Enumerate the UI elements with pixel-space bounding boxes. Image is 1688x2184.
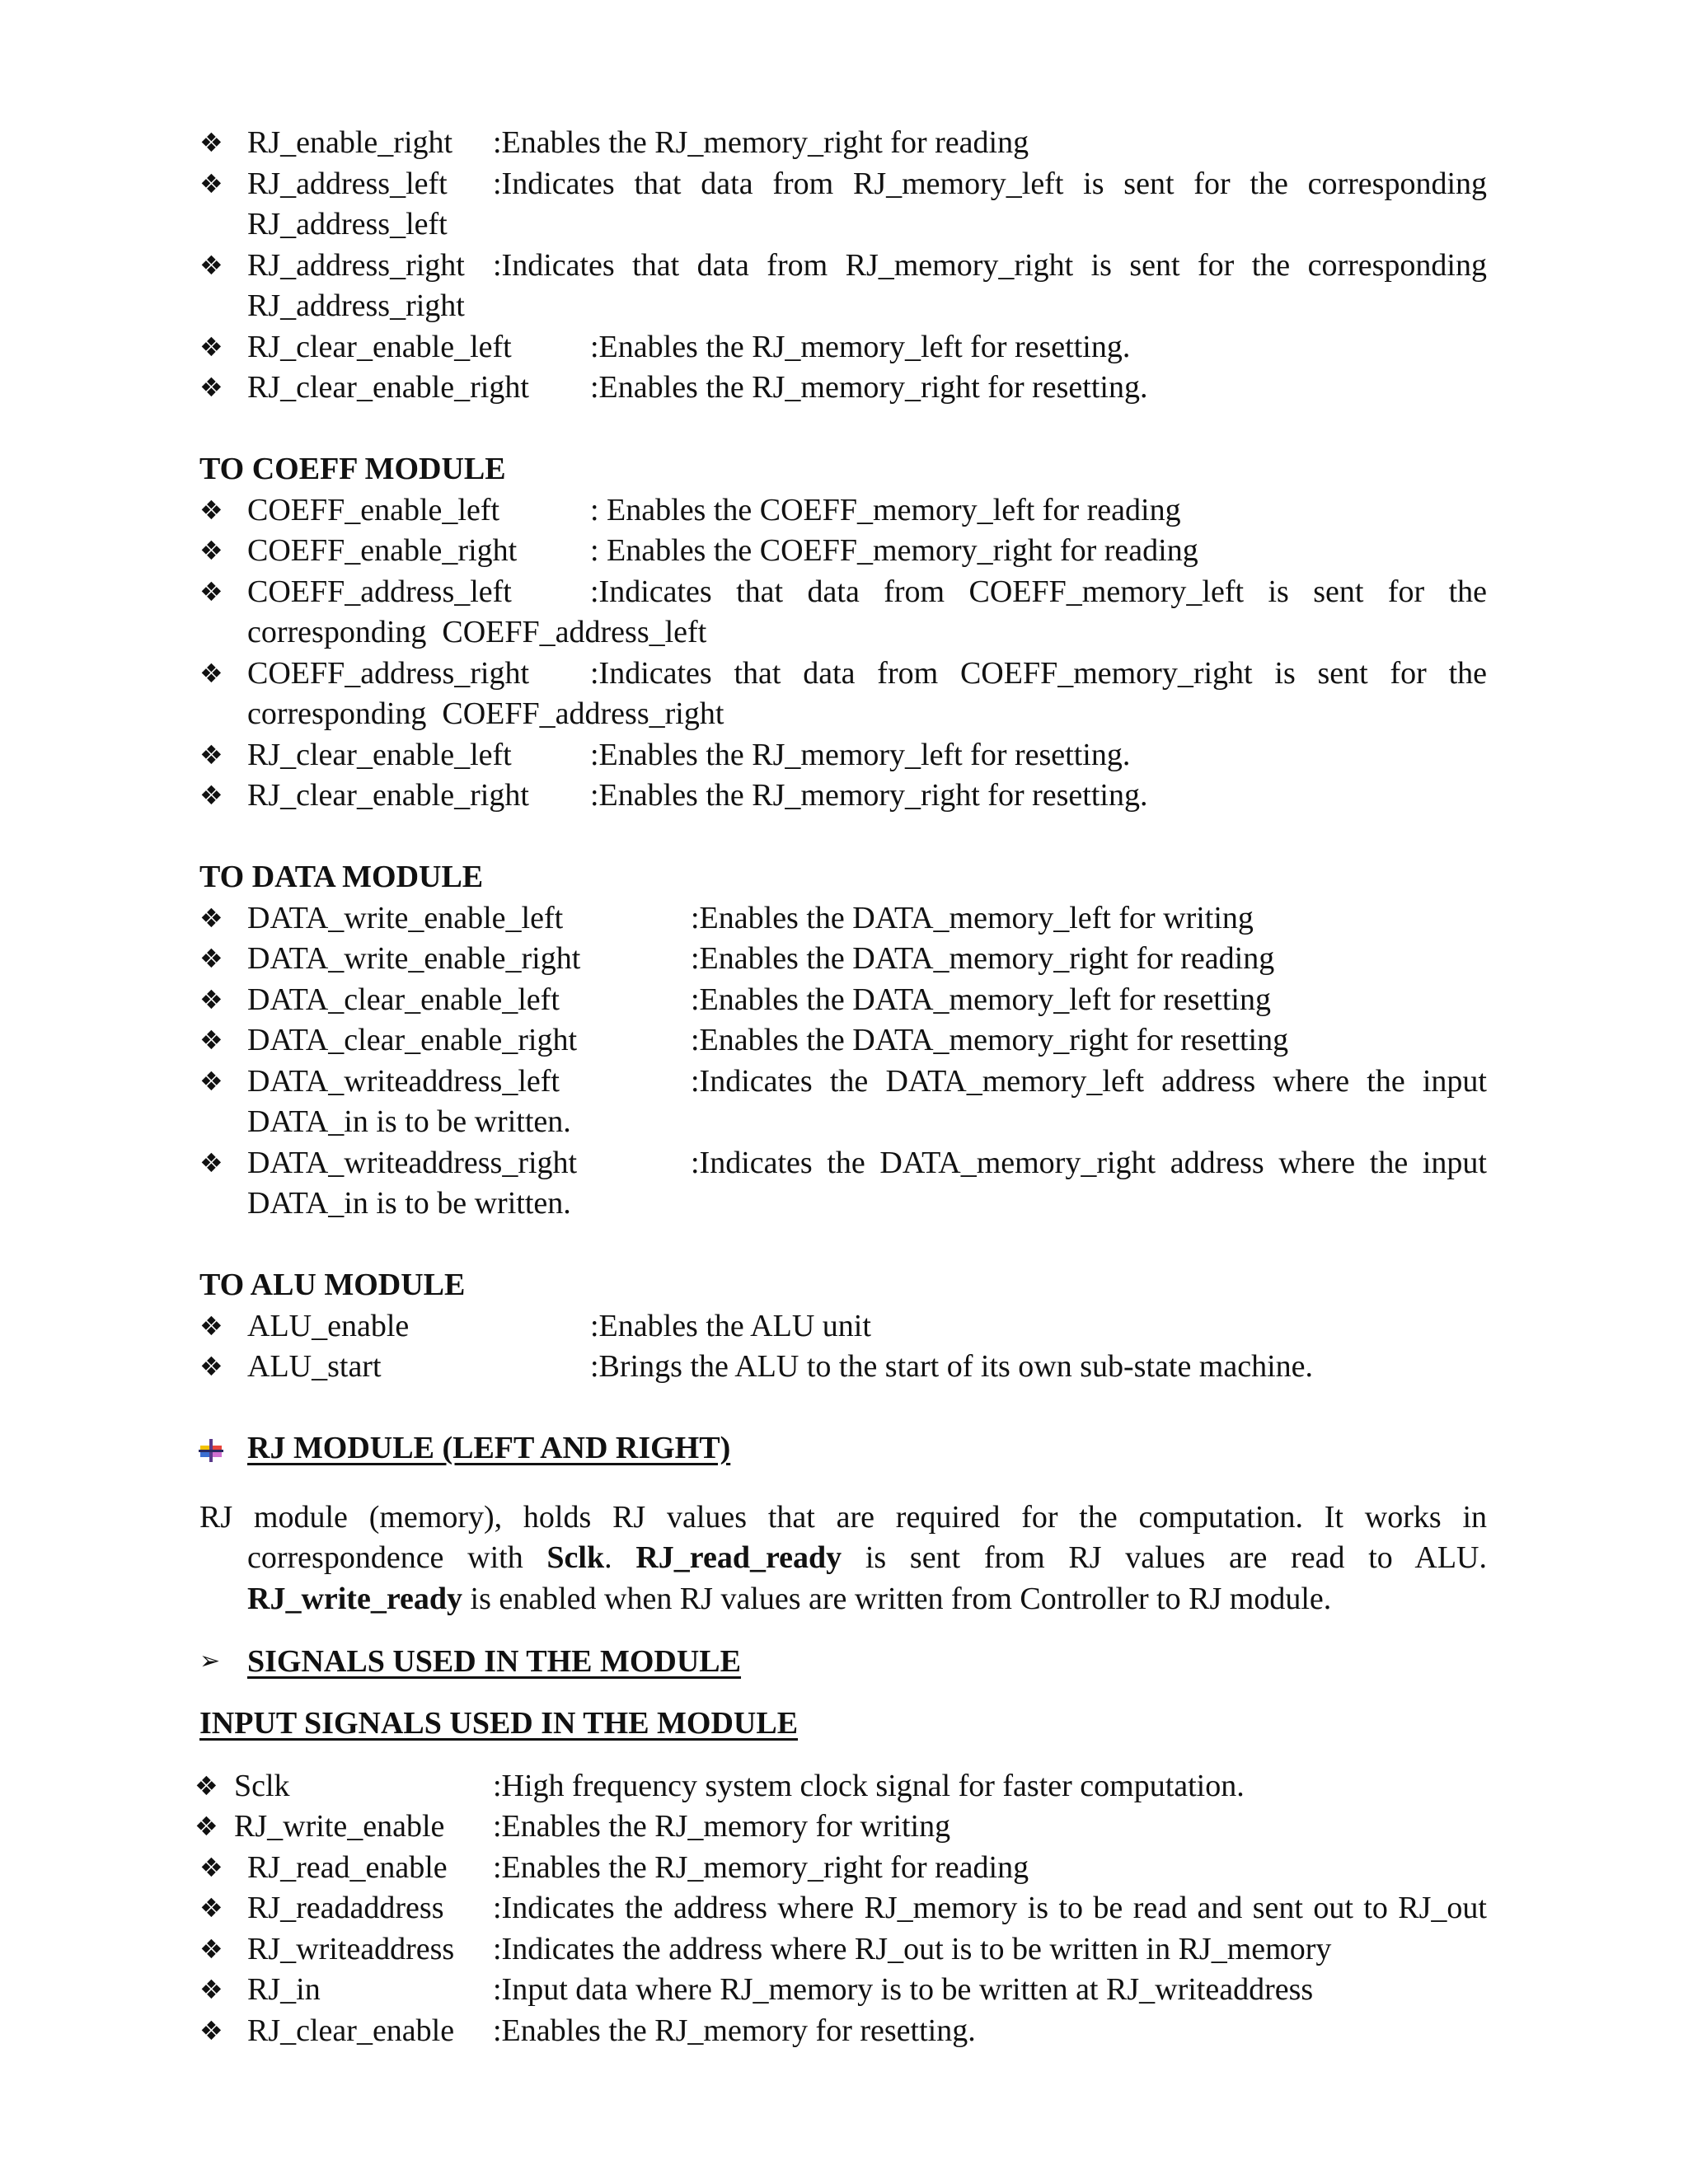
diamond-bullet-icon: ❖ [199,1147,223,1179]
list-item [0,938,1688,979]
signal-name: RJ_address_right [247,248,465,283]
signal-name: DATA_write_enable_right [247,941,581,976]
list-item [0,1142,1688,1183]
list-item [0,979,1688,1020]
list-item [0,490,1688,531]
signal-name: RJ_clear_enable_left [247,330,512,364]
signal-description: :High frequency system clock signal for faster computation. [493,1769,1245,1803]
paragraph-text: RJ module (memory), holds RJ values that are required for the computation. It works in [199,1500,1487,1535]
list-item [0,1061,1688,1102]
signal-name-bold: RJ_read_ready [635,1540,842,1575]
signal-description: : Enables the COEFF_memory_right for reading [590,533,1198,568]
signal-name: RJ_enable_right [247,125,453,160]
diamond-bullet-icon: ❖ [199,902,223,934]
subheading-row [0,1641,1688,1682]
paragraph-line [0,1578,1688,1619]
signal-description-continuation: RJ_address_right [247,288,465,323]
diamond-bullet-icon: ❖ [195,1770,218,1802]
signal-description-continuation: DATA_in is to be written. [247,1186,571,1221]
signal-name: RJ_read_enable [247,1850,448,1885]
signal-description: :Enables the RJ_memory_right for resetting. [590,778,1148,813]
subheading: INPUT SIGNALS USED IN THE MODULE [199,1706,799,1741]
signal-description: :Enables the DATA_memory_right for resetting [691,1023,1289,1057]
signal-name: DATA_write_enable_left [247,901,564,935]
signal-name: RJ_clear_enable [247,2013,455,2048]
list-item [0,1887,1688,1929]
diamond-bullet-icon: ❖ [199,494,223,526]
signal-name: RJ_clear_enable_right [247,778,529,813]
signal-description: :Input data where RJ_memory is to be written at RJ_writeaddress [493,1972,1314,2007]
list-item [0,1969,1688,2010]
list-item-continuation [0,285,1688,326]
subheading: SIGNALS USED IN THE MODULE [247,1644,742,1679]
signal-name: DATA_clear_enable_left [247,982,560,1017]
section-heading: TO ALU MODULE [199,1268,466,1302]
diamond-bullet-icon: ❖ [199,331,223,363]
signal-name: RJ_in [247,1972,321,2007]
module-heading-row [0,1427,1688,1469]
diamond-bullet-icon: ❖ [199,127,223,158]
signal-description: :Indicates that data from RJ_memory_right is sent for the corresponding [493,248,1487,283]
signal-name: RJ_clear_enable_right [247,370,529,405]
list-item [0,530,1688,571]
subheading-row [0,1703,1688,1744]
diamond-bullet-icon: ❖ [199,1892,223,1924]
paragraph-text: is enabled when RJ values are written from Controller to RJ module. [462,1582,1332,1616]
diamond-bullet-icon: ❖ [199,658,223,689]
diamond-bullet-icon: ❖ [199,1024,223,1056]
signal-name: RJ_readaddress [247,1891,444,1925]
signal-description-continuation: DATA_in is to be written. [247,1104,571,1139]
list-item [0,1019,1688,1061]
list-item [0,326,1688,368]
paragraph-text-group [247,1578,1331,1619]
signal-description: :Indicates that data from COEFF_memory_left is sent for the [590,574,1487,609]
paragraph-text: correspondence with [247,1540,547,1575]
list-item [0,898,1688,939]
diamond-bullet-icon: ❖ [199,1974,223,2005]
signal-description: :Enables the ALU unit [590,1309,871,1343]
signal-name: ALU_enable [247,1309,410,1343]
section-heading-row [0,1264,1688,1305]
signal-description-continuation: corresponding COEFF_address_right [247,696,724,731]
list-item [0,2010,1688,2051]
signal-name-bold: Sclk [546,1540,605,1575]
list-item [0,1806,1688,1847]
diamond-bullet-icon: ❖ [199,739,223,771]
list-item [0,367,1688,408]
paragraph-text: is sent from RJ values are read to ALU. [842,1540,1487,1575]
diamond-bullet-icon: ❖ [195,1811,218,1842]
list-item [0,122,1688,163]
section-heading: TO COEFF MODULE [199,452,506,486]
signal-description: :Enables the DATA_memory_right for reading [691,941,1275,976]
signal-name: RJ_write_enable [234,1809,445,1844]
paragraph-text: . [604,1540,636,1575]
list-item [0,1847,1688,1888]
section-heading-row [0,856,1688,898]
signal-name-bold: RJ_write_ready [247,1582,463,1616]
list-item-continuation [0,1101,1688,1142]
signal-description: :Enables the RJ_memory_right for reading [493,1850,1029,1885]
list-item [0,1765,1688,1807]
diamond-bullet-icon: ❖ [199,1066,223,1097]
diamond-bullet-icon: ❖ [199,1351,223,1382]
signal-description: :Indicates the address where RJ_out is to be written in RJ_memory [493,1932,1332,1966]
diamond-bullet-icon: ❖ [199,984,223,1015]
diamond-bullet-icon: ❖ [199,535,223,566]
signal-description: :Enables the RJ_memory_right for resetting. [590,370,1148,405]
list-item [0,163,1688,204]
diamond-bullet-icon: ❖ [199,2015,223,2046]
signal-description: :Brings the ALU to the start of its own sub-state machine. [590,1349,1314,1384]
diamond-bullet-icon: ❖ [199,168,223,199]
signal-name: Sclk [234,1769,290,1803]
signal-name: RJ_clear_enable_left [247,738,512,772]
signal-description: :Enables the RJ_memory for resetting. [493,2013,976,2048]
signal-description: :Indicates the DATA_memory_left address where the input [691,1064,1487,1099]
signal-description: :Enables the RJ_memory_right for reading [493,125,1029,160]
list-item [0,1346,1688,1387]
signal-description: :Enables the DATA_memory_left for resetting [691,982,1271,1017]
paragraph-line [0,1537,1688,1578]
diamond-bullet-icon: ❖ [199,1852,223,1883]
list-item-continuation [0,204,1688,245]
signal-description: : Enables the COEFF_memory_left for reading [590,493,1181,527]
signal-name: COEFF_enable_left [247,493,500,527]
diamond-bullet-icon: ❖ [199,780,223,811]
signal-name: COEFF_address_right [247,656,529,691]
paragraph-text-group [247,1537,1487,1578]
list-item [0,1929,1688,1970]
section-heading: TO DATA MODULE [199,860,484,894]
colored-plus-icon [199,1438,223,1463]
signal-name: COEFF_address_left [247,574,512,609]
list-item-continuation [0,612,1688,653]
diamond-bullet-icon: ❖ [199,1310,223,1342]
signal-description-continuation: corresponding COEFF_address_left [247,615,707,649]
diamond-bullet-icon: ❖ [199,943,223,974]
signal-name: RJ_writeaddress [247,1932,455,1966]
signal-description: :Indicates the DATA_memory_right address where the input [691,1146,1487,1180]
arrow-bullet-icon: ➢ [199,1647,221,1675]
list-item-continuation [0,693,1688,734]
list-item-continuation [0,1183,1688,1224]
list-item [0,571,1688,612]
signal-description: :Enables the RJ_memory_left for resetting. [590,330,1131,364]
signal-name: RJ_address_left [247,166,448,201]
list-item [0,734,1688,776]
signal-description-continuation: RJ_address_left [247,207,448,241]
module-heading: RJ MODULE (LEFT AND RIGHT) [247,1431,731,1465]
diamond-bullet-icon: ❖ [199,576,223,607]
paragraph-line [0,1497,1688,1538]
signal-name: DATA_clear_enable_right [247,1023,578,1057]
signal-description: :Indicates that data from RJ_memory_left is sent for the corresponding [493,166,1487,201]
list-item [0,1305,1688,1347]
diamond-bullet-icon: ❖ [199,372,223,403]
signal-name: DATA_writeaddress_right [247,1146,578,1180]
signal-name: ALU_start [247,1349,382,1384]
list-item [0,245,1688,286]
diamond-bullet-icon: ❖ [199,1933,223,1965]
section-heading-row [0,448,1688,490]
signal-description: :Enables the RJ_memory for writing [493,1809,951,1844]
signal-description: :Enables the DATA_memory_left for writing [691,901,1254,935]
list-item [0,653,1688,694]
diamond-bullet-icon: ❖ [199,250,223,281]
signal-name: DATA_writeaddress_left [247,1064,560,1099]
signal-name: COEFF_enable_right [247,533,518,568]
signal-description: :Indicates that data from COEFF_memory_right is sent for the [590,656,1487,691]
signal-description: :Indicates the address where RJ_memory is to be read and sent out to RJ_out [493,1891,1487,1925]
list-item [0,775,1688,816]
signal-description: :Enables the RJ_memory_left for resetting. [590,738,1131,772]
